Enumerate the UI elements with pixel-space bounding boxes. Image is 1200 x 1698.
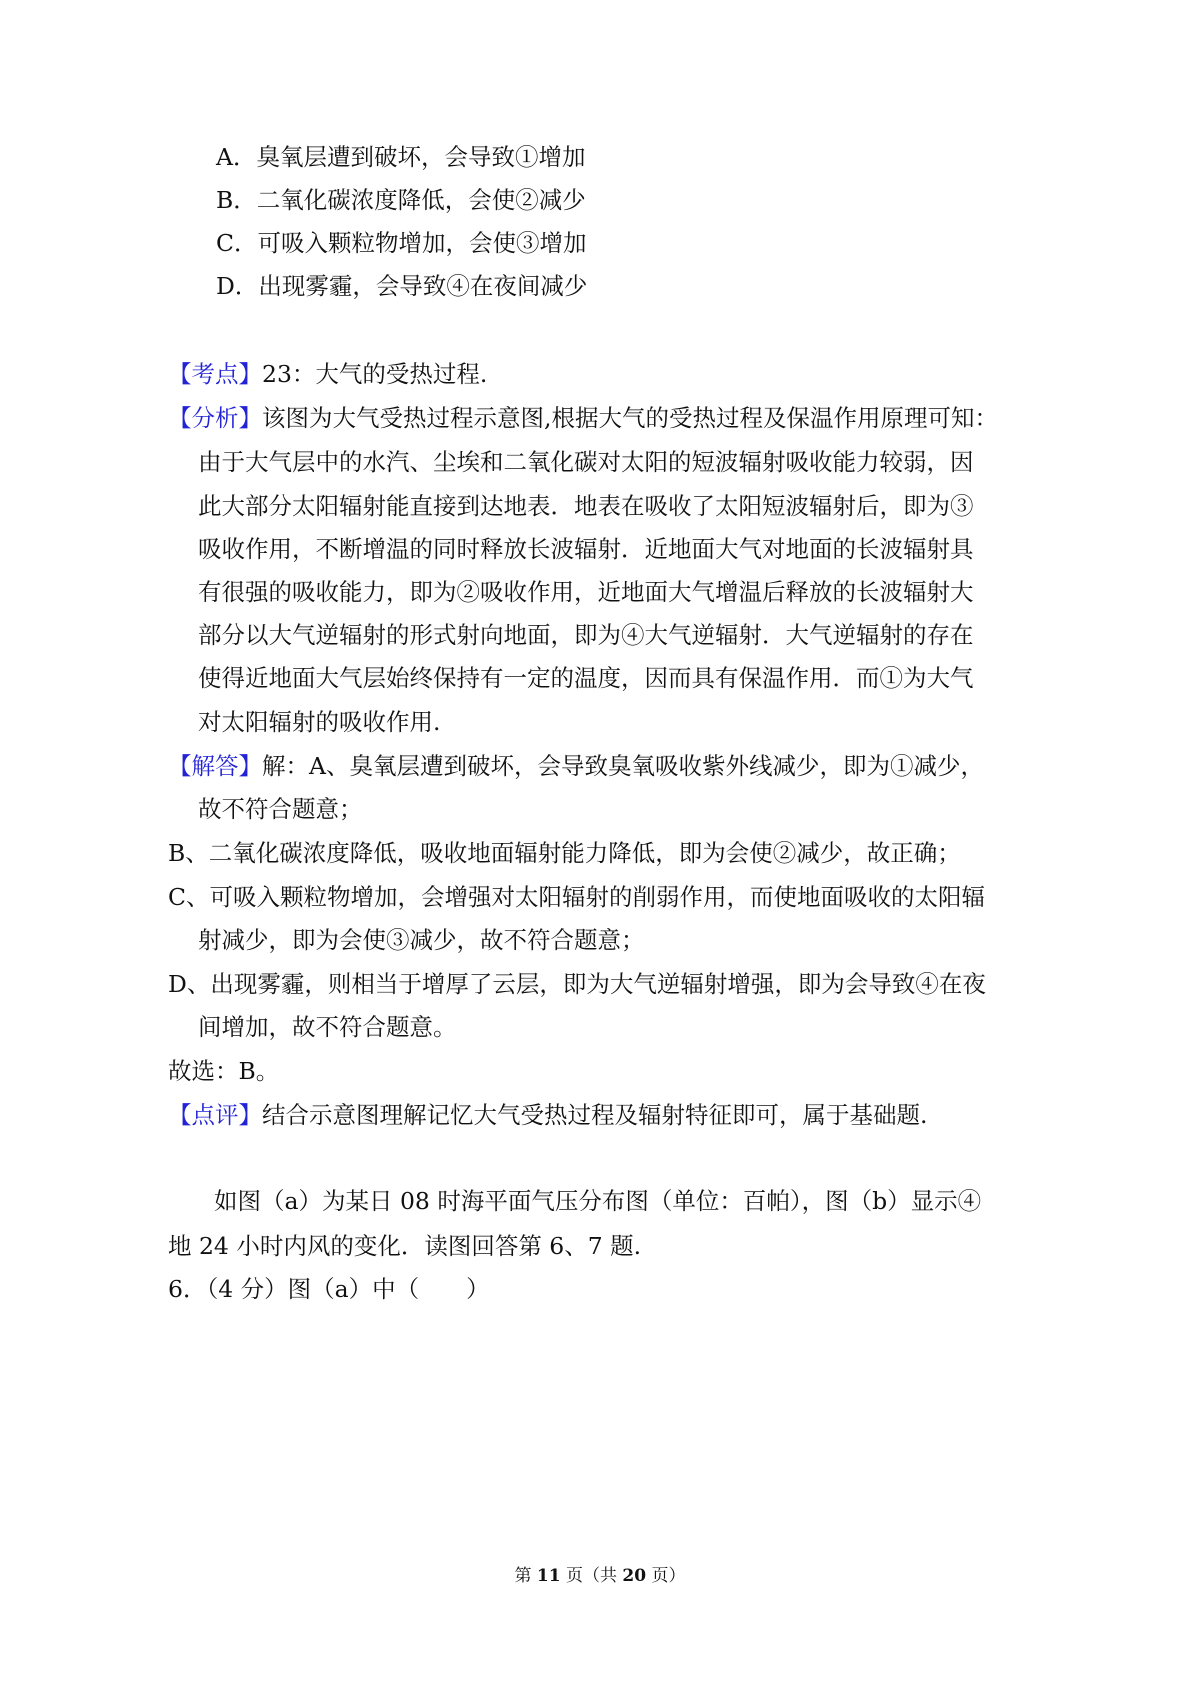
jieda-line-1: 故不符合题意； bbox=[198, 795, 363, 823]
option-b: B．二氧化碳浓度降低，会使②减少 bbox=[216, 186, 586, 214]
kaodian-text: 23：大气的受热过程. bbox=[262, 360, 488, 388]
dianping-line bbox=[168, 1100, 927, 1130]
question-6: 6．（4 分）图（a）中（ ） bbox=[168, 1275, 490, 1303]
jieda-line-6: 间增加，故不符合题意。 bbox=[198, 1013, 457, 1041]
fenxi-line-1: 由于大气层中的水汽、尘埃和二氧化碳对太阳的短波辐射吸收能力较弱，因 bbox=[198, 448, 974, 476]
current-page-number: 11 bbox=[536, 1566, 561, 1586]
page-footer: 第 11 页（共 20 页） bbox=[514, 1566, 686, 1586]
dianping-label: 【点评】 bbox=[168, 1101, 262, 1129]
kaodian-label: 【考点】 bbox=[168, 360, 262, 388]
fenxi-label: 【分析】 bbox=[168, 404, 262, 432]
jieda-label: 【解答】 bbox=[168, 752, 262, 780]
jieda-text: 解：A、臭氧层遭到破坏，会导致臭氧吸收紫外线减少，即为①减少， bbox=[262, 752, 984, 780]
jieda-line-2: B、二氧化碳浓度降低，吸收地面辐射能力降低，即为会使②减少，故正确； bbox=[168, 839, 961, 867]
jieda-line-3: C、可吸入颗粒物增加，会增强对太阳辐射的削弱作用，而使地面吸收的太阳辐 bbox=[168, 883, 985, 911]
dianping-text: 结合示意图理解记忆大气受热过程及辐射特征即可，属于基础题. bbox=[262, 1101, 928, 1129]
total-page-number: 20 bbox=[622, 1566, 647, 1586]
fenxi-line-3: 吸收作用，不断增温的同时释放长波辐射．近地面大气对地面的长波辐射具 bbox=[198, 535, 974, 563]
option-d: D．出现雾霾，会导致④在夜间减少 bbox=[216, 272, 588, 300]
kaodian-line bbox=[168, 359, 487, 389]
fenxi-line-6: 使得近地面大气层始终保持有一定的温度，因而具有保温作用．而①为大气 bbox=[198, 664, 974, 692]
fenxi-line-4: 有很强的吸收能力，即为②吸收作用，近地面大气增温后释放的长波辐射大 bbox=[198, 578, 974, 606]
intro-line-1: 地 24 小时内风的变化．读图回答第 6、7 题. bbox=[168, 1232, 642, 1260]
intro-line-0: 如图（a）为某日 08 时海平面气压分布图（单位：百帕），图（b）显示④ bbox=[214, 1187, 982, 1215]
option-c: C．可吸入颗粒物增加，会使③增加 bbox=[216, 229, 587, 257]
fenxi-line-5: 部分以大气逆辐射的形式射向地面，即为④大气逆辐射．大气逆辐射的存在 bbox=[198, 621, 974, 649]
fenxi-line-0 bbox=[168, 403, 998, 433]
jieda-line-4: 射减少，即为会使③减少，故不符合题意； bbox=[198, 926, 645, 954]
jieda-line-5: D、出现雾霾，则相当于增厚了云层，即为大气逆辐射增强，即为会导致④在夜 bbox=[168, 970, 986, 998]
option-a: A．臭氧层遭到破坏，会导致①增加 bbox=[216, 143, 586, 171]
jieda-line-0 bbox=[168, 751, 984, 781]
fenxi-line-2: 此大部分太阳辐射能直接到达地表．地表在吸收了太阳短波辐射后，即为③ bbox=[198, 492, 974, 520]
fenxi-line-7: 对太阳辐射的吸收作用. bbox=[198, 708, 441, 736]
fenxi-text: 该图为大气受热过程示意图,根据大气的受热过程及保温作用原理可知： bbox=[262, 404, 998, 432]
jieda-line-7: 故选：B。 bbox=[168, 1057, 280, 1085]
